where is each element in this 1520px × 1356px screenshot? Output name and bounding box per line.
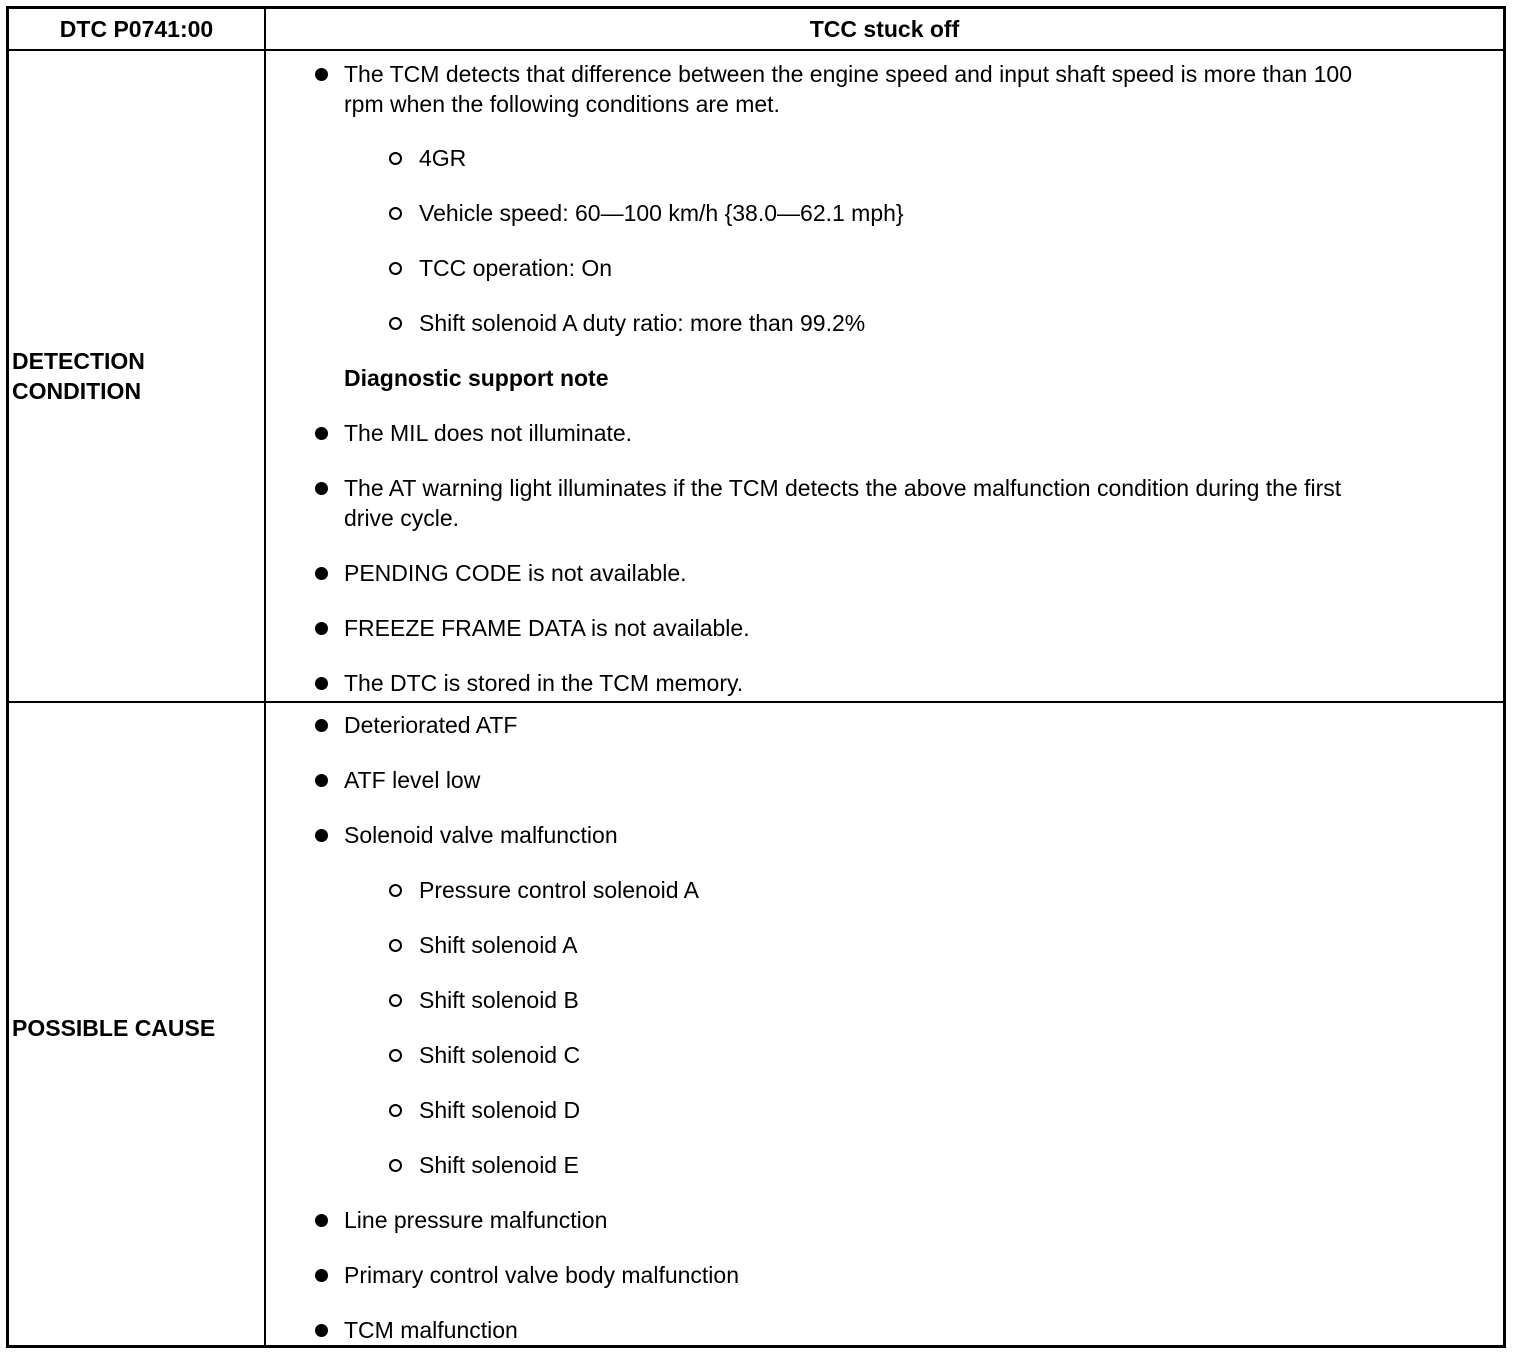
circle-bullet-icon <box>389 939 402 952</box>
possible-cause-label: POSSIBLE CAUSE <box>12 1015 216 1041</box>
condition-item: TCC operation: On <box>419 255 613 281</box>
bullet-icon <box>315 829 328 842</box>
dtc-title-header: TCC stuck off <box>809 15 960 42</box>
solenoid-item: Shift solenoid C <box>419 1042 581 1068</box>
note-item: The MIL does not illuminate. <box>344 420 633 446</box>
bullet-icon <box>315 719 328 732</box>
circle-bullet-icon <box>389 262 402 275</box>
bullet-icon <box>315 427 328 440</box>
detection-label-line2: CONDITION <box>12 378 142 404</box>
bullet-icon <box>315 482 328 495</box>
bullet-icon <box>315 677 328 690</box>
detection-intro-line2: rpm when the following conditions are met. <box>344 91 780 117</box>
note-line: drive cycle. <box>344 505 460 531</box>
solenoid-item: Shift solenoid A <box>419 932 578 958</box>
cause-item: Primary control valve body malfunction <box>344 1262 739 1288</box>
condition-item: Shift solenoid A duty ratio: more than 99.2% <box>419 310 866 336</box>
bullet-icon <box>315 1214 328 1227</box>
detection-intro-line1: The TCM detects that difference between the engine speed and input shaft speed is more than 100 <box>344 61 1352 87</box>
solenoid-item: Shift solenoid B <box>419 987 579 1013</box>
bullet-icon <box>315 622 328 635</box>
dtc-table <box>6 6 1506 1348</box>
dtc-code-header: DTC P0741:00 <box>59 15 214 42</box>
cause-item: ATF level low <box>344 767 481 793</box>
bullet-icon <box>315 1324 328 1337</box>
detection-condition-label <box>12 346 145 406</box>
solenoid-item: Pressure control solenoid A <box>419 877 699 903</box>
bullet-icon <box>315 68 328 81</box>
circle-bullet-icon <box>389 884 402 897</box>
detection-intro <box>344 59 1352 119</box>
cause-item: Deteriorated ATF <box>344 712 518 738</box>
circle-bullet-icon <box>389 1159 402 1172</box>
detection-label-line1: DETECTION <box>12 348 145 374</box>
condition-item: Vehicle speed: 60—100 km/h {38.0—62.1 mph} <box>419 200 904 226</box>
bullet-icon <box>315 567 328 580</box>
cause-item: Line pressure malfunction <box>344 1207 608 1233</box>
circle-bullet-icon <box>389 152 402 165</box>
note-line: The AT warning light illuminates if the TCM detects the above malfunction condition during the first <box>344 475 1342 501</box>
bullet-icon <box>315 774 328 787</box>
bullet-icon <box>315 1269 328 1282</box>
column-divider <box>264 9 266 1345</box>
circle-bullet-icon <box>389 207 402 220</box>
cause-item: Solenoid valve malfunction <box>344 822 618 848</box>
solenoid-item: Shift solenoid E <box>419 1152 579 1178</box>
row-divider <box>9 701 1503 703</box>
circle-bullet-icon <box>389 317 402 330</box>
circle-bullet-icon <box>389 1104 402 1117</box>
note-item: PENDING CODE is not available. <box>344 560 687 586</box>
header-divider <box>9 49 1503 51</box>
circle-bullet-icon <box>389 994 402 1007</box>
note-item: The DTC is stored in the TCM memory. <box>344 670 744 696</box>
circle-bullet-icon <box>389 1049 402 1062</box>
note-item <box>344 473 1341 533</box>
diagnostic-note-heading: Diagnostic support note <box>344 365 609 391</box>
condition-item: 4GR <box>419 145 467 171</box>
cause-item: TCM malfunction <box>344 1317 518 1343</box>
solenoid-item: Shift solenoid D <box>419 1097 581 1123</box>
note-item: FREEZE FRAME DATA is not available. <box>344 615 750 641</box>
